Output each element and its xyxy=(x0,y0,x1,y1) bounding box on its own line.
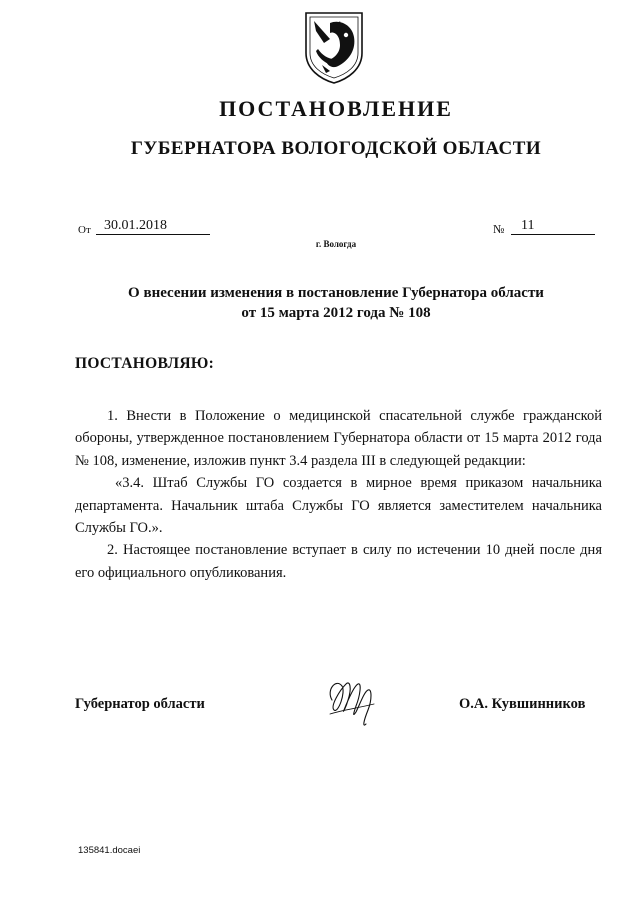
paragraph-2: 2. Настоящее постановление вступает в силу по истечении 10 дней после дня его официального опубликования. xyxy=(75,542,602,581)
subject-line-2: от 15 марта 2012 года № 108 xyxy=(241,305,431,321)
subject-line-1: О внесении изменения в постановление Губернатора области xyxy=(128,285,544,301)
signer-title: Губернатор области xyxy=(75,696,205,712)
city: г. Вологда xyxy=(315,239,357,249)
document-subject xyxy=(100,283,572,323)
signature-icon xyxy=(322,670,384,732)
paragraph-1: 1. Внести в Положение о медицинской спасательной службе гражданской обороны, утвержденное постановлением Губернатора области от 15 марта 2012 года № 108, изменение, изложив пункт 3.4 раздела III в следующей редакции: xyxy=(75,408,602,469)
signer-name: О.А. Кувшинников xyxy=(459,696,586,712)
document-date: 30.01.2018 xyxy=(104,218,167,233)
document-number: 11 xyxy=(521,218,535,233)
paragraph-quote: «3.4. Штаб Службы ГО создается в мирное время приказом начальника департамента. Начальник штаба Службы ГО является заместителем начальника Службы ГО.». xyxy=(75,475,602,537)
coat-of-arms-icon xyxy=(300,9,368,85)
number-label: № xyxy=(493,222,505,236)
file-reference: 135841.docaei xyxy=(78,845,141,856)
document-issuer: ГУБЕРНАТОРА ВОЛОГОДСКОЙ ОБЛАСТИ xyxy=(130,138,542,159)
decree-heading: ПОСТАНОВЛЯЮ: xyxy=(75,355,215,372)
document-title: ПОСТАНОВЛЕНИЕ xyxy=(219,96,453,121)
document-body xyxy=(75,405,602,584)
date-label: От xyxy=(78,224,91,236)
